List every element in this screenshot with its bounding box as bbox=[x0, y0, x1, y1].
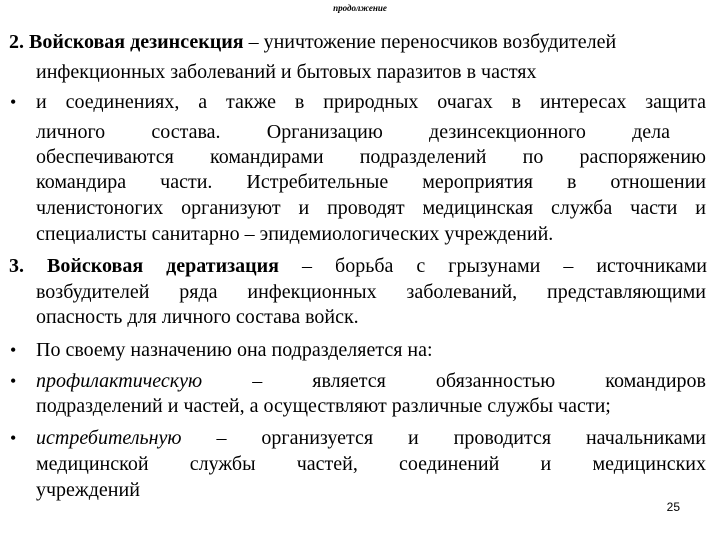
item-2-line-4: личного состава. Организацию дезинсекционного дела bbox=[36, 121, 670, 143]
item-2-term: Войсковая дезинсекция bbox=[29, 31, 244, 53]
item-2-marker: 2. bbox=[9, 31, 24, 53]
item-2-line-1 bbox=[9, 30, 707, 54]
item-3-line-1 bbox=[9, 254, 707, 278]
bullet-icon: • bbox=[10, 428, 17, 448]
bullet-3-line-2: медицинской службы частей, соединений и медицинских bbox=[36, 453, 706, 475]
page-number: 25 bbox=[666, 500, 680, 514]
bullet-3-line-1 bbox=[36, 426, 706, 450]
bullet-icon: • bbox=[10, 340, 17, 360]
bullet-2-line-2: подразделений и частей, а осуществляют различные службы части; bbox=[36, 395, 611, 417]
item-2-line-7: членистоногих организуют и проводят медицинская служба части и bbox=[36, 197, 706, 219]
bullet-icon: • bbox=[10, 92, 17, 112]
bullet-icon: • bbox=[10, 371, 17, 391]
bullet-3-line-1-text: – организуется и проводится начальниками bbox=[181, 427, 706, 449]
header-label: продолжение bbox=[333, 3, 387, 13]
item-3-term: Войсковая дератизация bbox=[47, 255, 279, 277]
bullet-2-term: профилактическую bbox=[36, 370, 203, 392]
item-2-line-2: инфекционных заболеваний и бытовых паразитов в частях bbox=[36, 61, 537, 83]
item-3-marker: 3. bbox=[9, 255, 24, 277]
item-2-line-3: и соединениях, а также в природных очагах в интересах защита bbox=[36, 91, 706, 113]
item-2-line-1-text: – уничтожение переносчиков возбудителей bbox=[243, 31, 617, 53]
item-2-line-8: специалисты санитарно – эпидемиологических учреждений. bbox=[36, 223, 554, 245]
bullet-1-text: По своему назначению она подразделяется на: bbox=[36, 339, 433, 361]
bullet-2-line-1-text: – является обязанностью командиров bbox=[202, 370, 706, 392]
item-2-line-5: обеспечиваются командирами подразделений по распоряжению bbox=[36, 146, 706, 168]
bullet-3-line-3: учреждений bbox=[36, 479, 140, 501]
item-3-line-2: возбудителей ряда инфекционных заболеваний, представляющими bbox=[36, 281, 706, 303]
bullet-3-term: истребительную bbox=[36, 427, 182, 449]
item-2-line-6: командира части. Истребительные мероприятия в отношении bbox=[36, 171, 706, 193]
item-3-line-3: опасность для личного состава войск. bbox=[36, 306, 359, 328]
item-3-line-1-text: – борьба с грызунами – источниками bbox=[279, 255, 707, 277]
bullet-2-line-1 bbox=[36, 369, 706, 393]
